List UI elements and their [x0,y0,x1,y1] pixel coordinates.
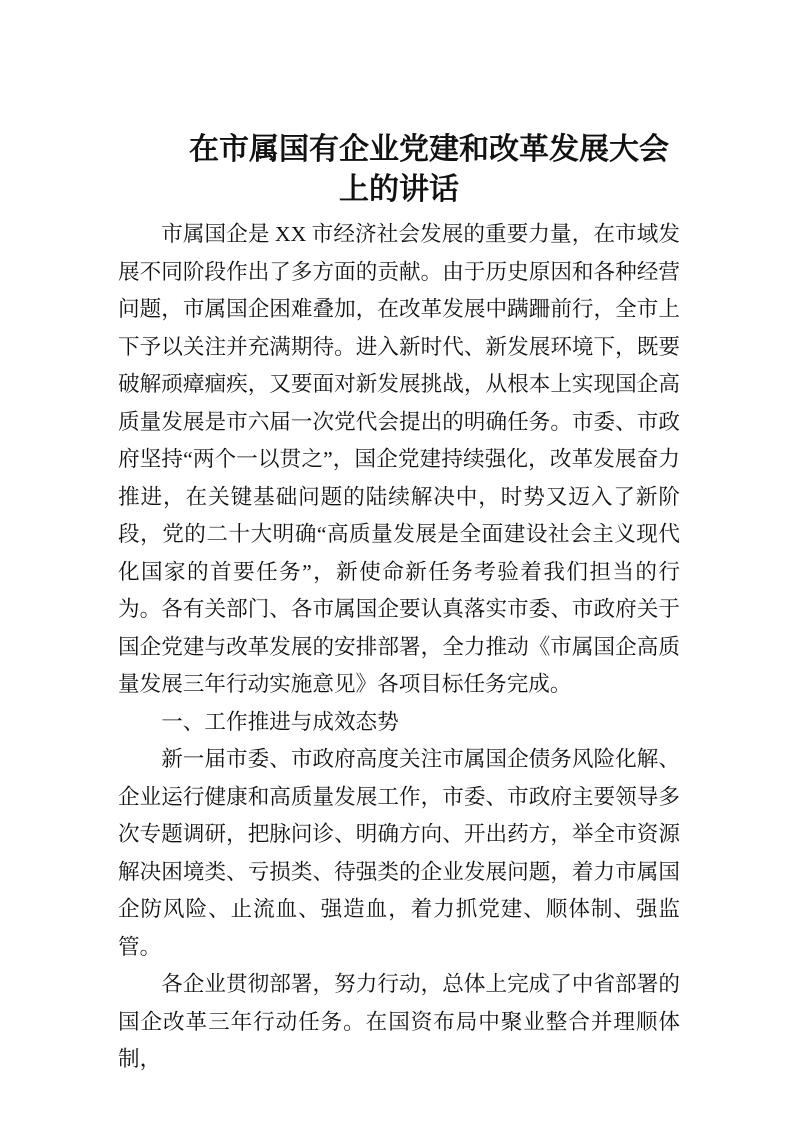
paragraph-section1-implementation: 各企业贯彻部署，努力行动，总体上完成了中省部署的国企改革三年行动任务。在国资布局中聚业整合并理顺体制， [118,972,680,1071]
section-heading-1: 一、工作推进与成效态势 [161,709,399,734]
document-body [118,216,680,1079]
document-title [118,130,680,210]
paragraph-section1-progress: 新一届市委、市政府高度关注市属国企债务风险化解、企业运行健康和高质量发展工作，市委、市政府主要领导多次专题调研，把脉问诊、明确方向、开出药方，举全市资源解决困境类、亏损类、待强类的企业发展问题，着力市属国企防风险、止流血、强造血，着力抓党建、顺体制、强监管。 [118,747,680,959]
document-title-line-2: 上的讲话 [339,173,459,206]
paragraph-intro: 市属国企是 XX 市经济社会发展的重要力量，在市域发展不同阶段作出了多方面的贡献。由于历史原因和各种经营问题，市属国企困难叠加，在改革发展中蹒跚前行，全市上下予以关注并充满期待。进入新时代、新发展环境下，既要破解顽瘴痼疾，又要面对新发展挑战，从根本上实现国企高质量发展是市六届一次党代会提出的明确任务。市委、市政府坚持“两个一以贯之”，国企党建持续强化，改革发展奋力推进，在关键基础问题的陆续解决中，时势又迈入了新阶段，党的二十大明确“高质量发展是全面建设社会主义现代化国家的首要任务”，新使命新任务考验着我们担当的行为。各有关部门、各市属国企要认真落实市委、市政府关于国企党建与改革发展的安排部署，全力推动《市属国企高质量发展三年行动实施意见》各项目标任务完成。 [118,222,680,696]
document-title-line-1: 在市属国有企业党建和改革发展大会 [189,133,669,166]
